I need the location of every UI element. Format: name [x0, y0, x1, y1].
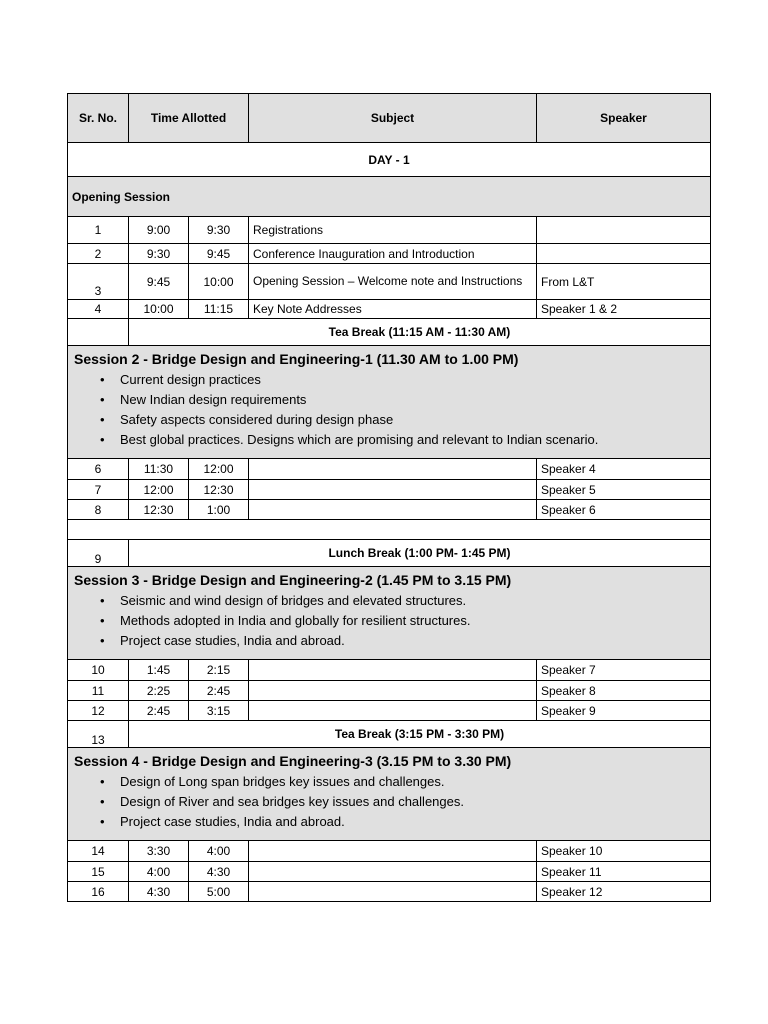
subject-cell: Opening Session – Welcome note and Instructions	[249, 264, 537, 300]
session-3-box	[68, 567, 711, 660]
sr-cell: 14	[68, 841, 129, 862]
session-4-title: Session 4 - Bridge Design and Engineering-3 (3.15 PM to 3.30 PM)	[74, 753, 512, 769]
subject-cell	[249, 841, 537, 862]
bullet-icon: •	[100, 613, 105, 628]
subject-cell: Registrations	[249, 217, 537, 244]
sr-cell: 7	[68, 480, 129, 500]
list-item: • Project case studies, India and abroad.	[120, 631, 704, 651]
sr-cell: 15	[68, 862, 129, 882]
start-cell: 2:25	[129, 681, 189, 701]
start-cell: 9:30	[129, 244, 189, 264]
table-row	[68, 244, 711, 264]
session-4-row	[68, 748, 711, 841]
subject-cell	[249, 681, 537, 701]
table-row	[68, 701, 711, 721]
session-2-row	[68, 346, 711, 459]
sr-cell: 10	[68, 660, 129, 681]
agenda-table	[67, 93, 711, 902]
bullet-icon: •	[100, 814, 105, 829]
start-cell: 12:00	[129, 480, 189, 500]
table-row	[68, 459, 711, 480]
opening-session-row	[68, 177, 711, 217]
subject-cell	[249, 882, 537, 902]
start-cell: 9:00	[129, 217, 189, 244]
spacer-cell	[68, 520, 711, 540]
table-row	[68, 217, 711, 244]
speaker-cell: Speaker 5	[537, 480, 711, 500]
header-subject: Subject	[249, 94, 537, 143]
speaker-cell	[537, 217, 711, 244]
break-row	[68, 319, 711, 346]
start-cell: 2:45	[129, 701, 189, 721]
end-cell: 9:45	[189, 244, 249, 264]
speaker-cell: Speaker 10	[537, 841, 711, 862]
tea-break-label: Tea Break (11:15 AM - 11:30 AM)	[129, 319, 711, 346]
start-cell: 10:00	[129, 300, 189, 319]
speaker-cell: Speaker 4	[537, 459, 711, 480]
opening-session-title: Opening Session	[68, 177, 711, 217]
subject-cell: Key Note Addresses	[249, 300, 537, 319]
sr-cell: 1	[68, 217, 129, 244]
list-item: • Best global practices. Designs which are promising and relevant to Indian scenario.	[120, 430, 704, 450]
end-cell: 12:00	[189, 459, 249, 480]
speaker-cell: Speaker 1 & 2	[537, 300, 711, 319]
end-cell: 5:00	[189, 882, 249, 902]
start-cell: 4:00	[129, 862, 189, 882]
end-cell: 4:30	[189, 862, 249, 882]
start-cell: 1:45	[129, 660, 189, 681]
speaker-cell: Speaker 9	[537, 701, 711, 721]
session-3-topics	[74, 591, 704, 651]
bullet-icon: •	[100, 633, 105, 648]
subject-cell	[249, 480, 537, 500]
bullet-icon: •	[100, 593, 105, 608]
subject-cell	[249, 701, 537, 721]
end-cell: 10:00	[189, 264, 249, 300]
speaker-cell: Speaker 7	[537, 660, 711, 681]
list-item: • Safety aspects considered during design phase	[120, 410, 704, 430]
list-item: • Design of Long span bridges key issues and challenges.	[120, 772, 704, 792]
subject-cell	[249, 660, 537, 681]
tea-break-label: Tea Break (3:15 PM - 3:30 PM)	[129, 721, 711, 748]
speaker-cell: From L&T	[537, 264, 711, 300]
subject-cell	[249, 500, 537, 520]
speaker-cell: Speaker 12	[537, 882, 711, 902]
sr-cell: 8	[68, 500, 129, 520]
table-row	[68, 841, 711, 862]
subject-cell	[249, 459, 537, 480]
subject-cell: Conference Inauguration and Introduction	[249, 244, 537, 264]
list-item: • Design of River and sea bridges key issues and challenges.	[120, 792, 704, 812]
end-cell: 1:00	[189, 500, 249, 520]
sr-cell: 13	[68, 721, 129, 748]
table-row	[68, 300, 711, 319]
header-row	[68, 94, 711, 143]
bullet-icon: •	[100, 412, 105, 427]
spacer-row	[68, 520, 711, 540]
session-2-title: Session 2 - Bridge Design and Engineering-1 (11.30 AM to 1.00 PM)	[74, 351, 519, 367]
start-cell: 3:30	[129, 841, 189, 862]
list-item: • Methods adopted in India and globally for resilient structures.	[120, 611, 704, 631]
bullet-icon: •	[100, 774, 105, 789]
header-time-allotted: Time Allotted	[129, 94, 249, 143]
speaker-cell	[537, 244, 711, 264]
end-cell: 3:15	[189, 701, 249, 721]
table-row	[68, 264, 711, 300]
list-item: • New Indian design requirements	[120, 390, 704, 410]
sr-cell	[68, 319, 129, 346]
table-row	[68, 660, 711, 681]
break-row	[68, 540, 711, 567]
table-row	[68, 862, 711, 882]
start-cell: 9:45	[129, 264, 189, 300]
start-cell: 11:30	[129, 459, 189, 480]
sr-cell: 4	[68, 300, 129, 319]
end-cell: 2:45	[189, 681, 249, 701]
table-row	[68, 681, 711, 701]
list-item: • Current design practices	[120, 370, 704, 390]
sr-cell: 3	[68, 264, 129, 300]
sr-cell: 12	[68, 701, 129, 721]
end-cell: 2:15	[189, 660, 249, 681]
session-3-title: Session 3 - Bridge Design and Engineering-2 (1.45 PM to 3.15 PM)	[74, 572, 512, 588]
bullet-icon: •	[100, 794, 105, 809]
session-4-topics	[74, 772, 704, 832]
list-item: • Project case studies, India and abroad.	[120, 812, 704, 832]
session-4-box	[68, 748, 711, 841]
end-cell: 11:15	[189, 300, 249, 319]
session-2-box	[68, 346, 711, 459]
day-row	[68, 143, 711, 177]
sr-cell: 2	[68, 244, 129, 264]
sr-cell: 11	[68, 681, 129, 701]
session-3-row	[68, 567, 711, 660]
list-item: • Seismic and wind design of bridges and elevated structures.	[120, 591, 704, 611]
sr-cell: 6	[68, 459, 129, 480]
header-sr-no: Sr. No.	[68, 94, 129, 143]
end-cell: 9:30	[189, 217, 249, 244]
end-cell: 12:30	[189, 480, 249, 500]
table-row	[68, 480, 711, 500]
break-row	[68, 721, 711, 748]
sr-cell: 16	[68, 882, 129, 902]
subject-cell	[249, 862, 537, 882]
bullet-icon: •	[100, 372, 105, 387]
end-cell: 4:00	[189, 841, 249, 862]
header-speaker: Speaker	[537, 94, 711, 143]
speaker-cell: Speaker 11	[537, 862, 711, 882]
start-cell: 4:30	[129, 882, 189, 902]
speaker-cell: Speaker 8	[537, 681, 711, 701]
sr-cell: 9	[68, 540, 129, 567]
day-title: DAY - 1	[68, 143, 711, 177]
start-cell: 12:30	[129, 500, 189, 520]
bullet-icon: •	[100, 392, 105, 407]
bullet-icon: •	[100, 432, 105, 447]
table-row	[68, 882, 711, 902]
table-row	[68, 500, 711, 520]
session-2-topics	[74, 370, 704, 450]
speaker-cell: Speaker 6	[537, 500, 711, 520]
lunch-break-label: Lunch Break (1:00 PM- 1:45 PM)	[129, 540, 711, 567]
